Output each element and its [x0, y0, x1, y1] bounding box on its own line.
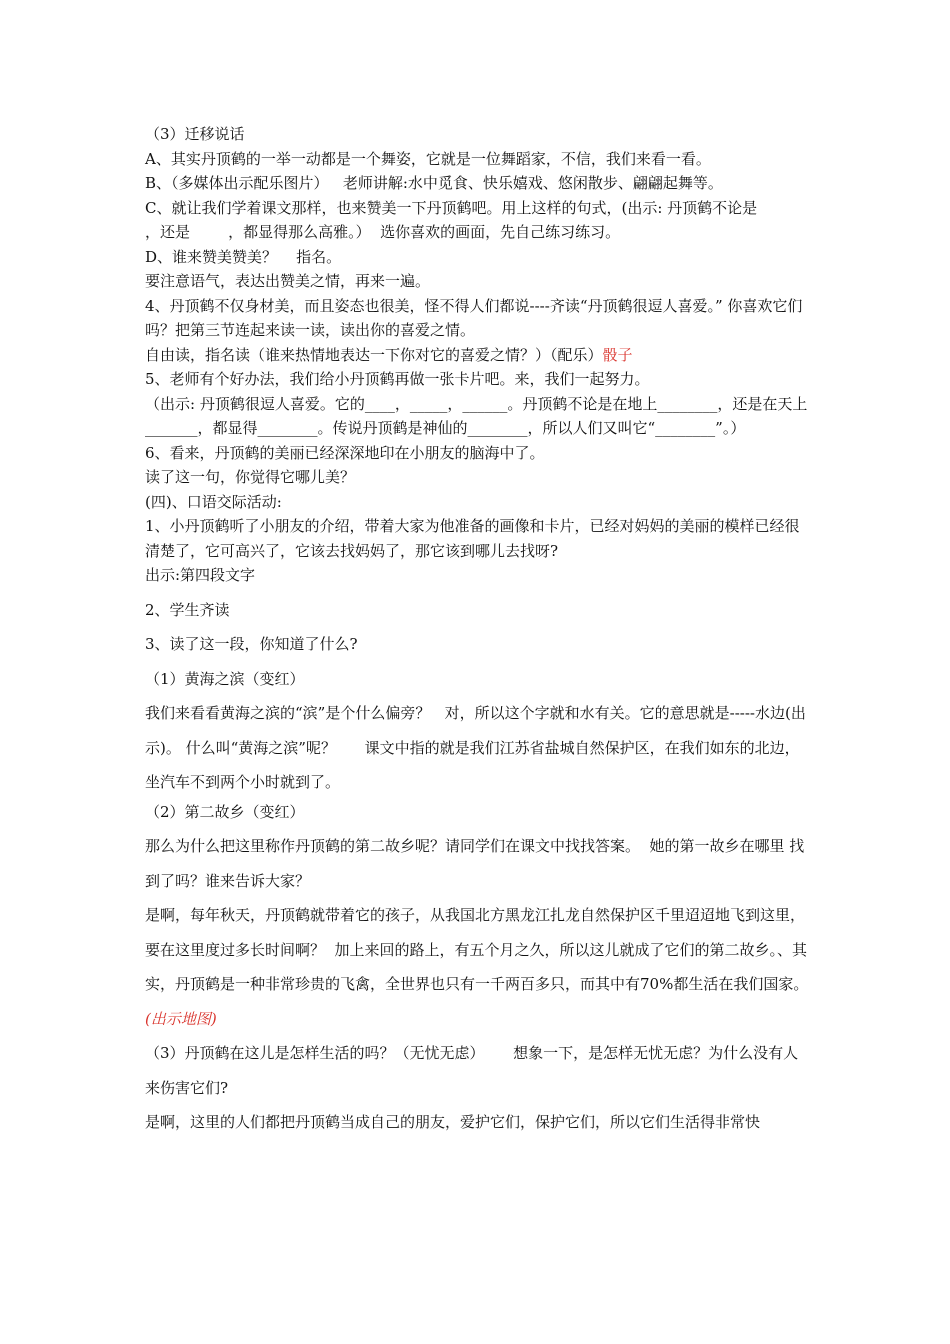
sub-heading: （2）第二故乡（变红） — [145, 802, 305, 821]
highlight-text: 骰子 — [602, 345, 633, 364]
paragraph: 6、看来，丹顶鹤的美丽已经深深地印在小朋友的脑海中了。 — [145, 443, 545, 462]
paragraph: 3、读了这一段，你知道了什么? — [145, 635, 358, 653]
paragraph: 出示:第四段文字 — [145, 566, 256, 584]
paragraph: 要注意语气，表达出赞美之情，再来一遍。 — [145, 272, 431, 290]
paragraph-text: 自由读，指名读（谁来热情地表达一下你对它的喜爱之情？）（配乐） — [145, 345, 603, 364]
paragraph: （3）丹顶鹤在这儿是怎样生活的吗？（无忧无虑） 想象一下，是怎样无忧无虑？为什么没有人来伤害它们? — [145, 1044, 799, 1097]
paragraph: 1、小丹顶鹤听了小朋友的介绍，带着大家为他准备的画像和卡片，已经对妈妈的美丽的模样已经很清楚了，它可高兴了，它该去找妈妈了，那它该到哪儿去找呀? — [145, 517, 800, 560]
paragraph: 那么为什么把这里称作丹顶鹤的第二故乡呢？请同学们在课文中找找答案。 她的第一故乡在哪里 找到了吗？谁来告诉大家？ — [145, 837, 805, 890]
paragraph — [145, 343, 809, 368]
section-heading: （3）迁移说话 — [145, 125, 245, 143]
sub-heading: （1）黄海之滨（变红） — [145, 669, 305, 688]
paragraph: D、谁来赞美赞美？ 指名。 — [145, 247, 342, 266]
paragraph: A、其实丹顶鹤的一举一动都是一个舞姿，它就是一位舞蹈家，不信，我们来看一看。 — [145, 149, 711, 168]
paragraph: C、就让我们学着课文那样，也来赞美一下丹顶鹤吧。用上这样的句式，(出示: 丹顶鹤不论是 ，还是 ，都显得那么高雅。） 选你喜欢的画面，先自己练习练习。 — [145, 198, 796, 241]
section-heading: (四)、口语交际活动: — [145, 492, 282, 511]
paragraph: 4、丹顶鹤不仅身材美，而且姿态也很美，怪不得人们都说----齐读“丹顶鹤很逗人喜爱。” 你喜欢它们吗？把第三节连起来读一读，读出你的喜爱之情。 — [145, 296, 803, 339]
paragraph: 读了这一句，你觉得它哪儿美？ — [145, 468, 356, 486]
paragraph-text: 是啊，每年秋天，丹顶鹤就带着它的孩子，从我国北方黑龙江扎龙自然保护区千里迢迢地飞到这里，要在这里度过多长时间啊？ 加上来回的路上，有五个月之久，所以这儿就成了它们的第二故乡。、其实，丹顶鹤是一种非常珍贵的飞禽，全世界也只有一千两百多只，而其中有70%都生活在我们国家。 — [145, 906, 809, 993]
paragraph — [145, 898, 809, 1036]
paragraph: （出示: 丹顶鹤很逗人喜爱。它的____，_____，______。丹顶鹤不论是在地上________，还是在天上_______，都显得________。传说丹顶鹤是神仙的________，所以人们又叫它“________”。） — [145, 394, 808, 437]
paragraph: 2、学生齐读 — [145, 600, 230, 619]
document-page — [145, 122, 809, 1140]
paragraph: 是啊，这里的人们都把丹顶鹤当成自己的朋友，爱护它们，保护它们，所以它们生活得非常快 — [145, 1113, 761, 1131]
paragraph: 5、老师有个好办法，我们给小丹顶鹤再做一张卡片吧。来，我们一起努力。 — [145, 370, 650, 388]
paragraph: 我们来看看黄海之滨的“滨”是个什么偏旁？ 对，所以这个字就和水有关。它的意思就是-----水边(出示)。 什么叫“黄海之滨”呢？ 课文中指的就是我们江苏省盐城自然保护区，在我们如东的北边，坐汽车不到两个小时就到了。 — [145, 704, 806, 791]
paragraph: B、（多媒体出示配乐图片） 老师讲解:水中觅食、快乐嬉戏、悠闲散步、翩翩起舞等。 — [145, 174, 723, 192]
highlight-text: (出示地图) — [145, 1009, 217, 1028]
